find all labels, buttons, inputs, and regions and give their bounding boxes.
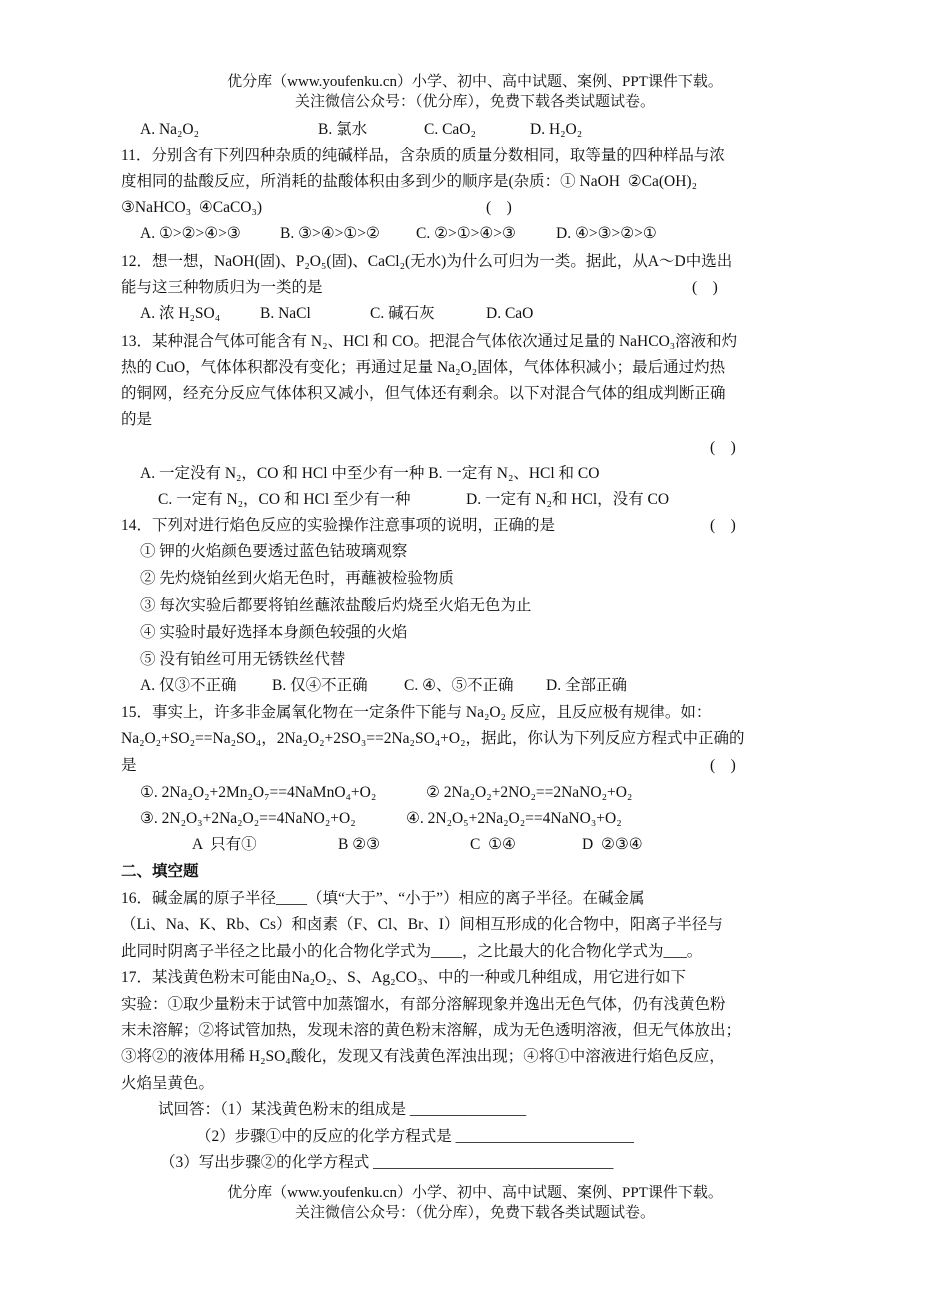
q17-line-4: ③将②的液体用稀 H₂SO₄酸化，发现又有浅黄色浑浊出现；④将①中溶液进行焰色反应， <box>121 1048 725 1065</box>
q15-option-c: C ①④ <box>470 836 516 853</box>
q11-answer-paren: ( ) <box>486 199 512 216</box>
q15-option-a: A 只有① <box>192 836 257 853</box>
q12-option-d: D. CaO <box>486 305 534 322</box>
q12-line-2: 能与这三种物质归为一类的是 <box>121 279 323 296</box>
q11-option-c: C. ②>①>④>③ <box>416 225 516 242</box>
q13-answer-paren: ( ) <box>710 439 736 456</box>
q14-option-c: C. ④、⑤不正确 <box>404 677 514 694</box>
q15-option-d: D ②③④ <box>582 836 643 853</box>
q10-option-c: C. CaO₂ <box>424 121 476 138</box>
q15-option-b: B ②③ <box>338 836 381 853</box>
q14-line-1: 14．下列对进行焰色反应的实验操作注意事项的说明，正确的是 <box>121 517 556 534</box>
q15-equation-3: ③. 2N₂O₃+2Na₂O₂==4NaNO₂+O₂ <box>140 810 356 827</box>
q15-equation-4: ④. 2N₂O₅+2Na₂O₂==4NaNO₃+O₂ <box>406 810 622 827</box>
q13-option-c: C. 一定有 N₂，CO 和 HCl 至少有一种 <box>158 491 411 508</box>
q15-line-1: 15．事实上，许多非金属氧化物在一定条件下能与 Na₂O₂ 反应，且反应极有规律。如： <box>121 704 712 721</box>
q14-item-3: ③ 每次实验后都要将铂丝蘸浓盐酸后灼烧至火焰无色为止 <box>140 597 532 614</box>
q13-line-1: 13．某种混合气体可能含有 N₂、HCl 和 CO。把混合气体依次通过足量的 NaHCO₃溶液和灼 <box>121 333 738 350</box>
q13-line-4: 的是 <box>121 411 153 428</box>
q11-option-d: D. ④>③>②>① <box>556 225 657 242</box>
q14-option-d: D. 全部正确 <box>546 677 627 694</box>
q10-option-d: D. H₂O₂ <box>530 121 583 138</box>
q15-equation-2: ② 2Na₂O₂+2NO₂==2NaNO₂+O₂ <box>426 784 633 801</box>
q16-line-2: （Li、Na、K、Rb、Cs）和卤素（F、Cl、Br、I）间相互形成的化合物中，阳离子半径与 <box>121 916 723 933</box>
q11-line-3: ③NaHCO₃ ④CaCO₃) <box>121 199 263 216</box>
header-line-2: 关注微信公众号：（优分库），免费下载各类试题试卷。 <box>294 94 655 110</box>
q17-line-1: 17．某浅黄色粉末可能由Na₂O₂、S、Ag₂CO₃、中的一种或几种组成，用它进行如下 <box>121 969 686 986</box>
q12-option-b: B. NaCl <box>260 305 311 322</box>
q12-option-a: A. 浓 H₂SO₄ <box>140 305 221 322</box>
q14-option-a: A. 仅③不正确 <box>140 677 237 694</box>
q17-subquestion-2: （2）步骤①中的反应的化学方程式是 _______________________ <box>196 1128 634 1145</box>
q10-option-b: B. 氯水 <box>318 121 368 138</box>
q14-answer-paren: ( ) <box>710 517 736 534</box>
q16-line-3: 此同时阴离子半径之比最小的化合物化学式为____，之比最大的化合物化学式为___。 <box>121 943 703 960</box>
q14-option-b: B. 仅④不正确 <box>272 677 368 694</box>
q17-subquestion-3: （3）写出步骤②的化学方程式 _______________________________ <box>160 1154 614 1171</box>
q17-line-5: 火焰呈黄色。 <box>121 1075 215 1092</box>
q15-answer-paren: ( ) <box>710 757 736 774</box>
footer-line-1: 优分库（www.youfenku.cn）小学、初中、高中试题、案例、PPT课件下载。 <box>227 1185 723 1201</box>
header-line-1: 优分库（www.youfenku.cn）小学、初中、高中试题、案例、PPT课件下载。 <box>227 74 723 90</box>
q15-line-3: 是 <box>121 757 137 774</box>
q13-option-ab: A. 一定没有 N₂，CO 和 HCl 中至少有一种 B. 一定有 N₂、HCl 和 CO <box>140 465 600 482</box>
section-title: 二、填空题 <box>121 863 199 880</box>
q15-equation-1: ①. 2Na₂O₂+2Mn₂O₇==4NaMnO₄+O₂ <box>140 784 377 801</box>
q13-line-3: 的铜网，经充分反应气体体积又减小，但气体还有剩余。以下对混合气体的组成判断正确 <box>121 385 726 402</box>
q15-line-2: Na₂O₂+SO₂==Na₂SO₄，2Na₂O₂+2SO₃==2Na₂SO₄+O₂，据此，你认为下列反应方程式中正确的 <box>121 730 745 747</box>
q11-line-2: 度相同的盐酸反应，所消耗的盐酸体积由多到少的顺序是(杂质：① NaOH ②Ca(OH)₂ <box>121 173 697 190</box>
q17-line-3: 末未溶解；②将试管加热，发现未溶的黄色粉末溶解，成为无色透明溶液，但无气体放出； <box>121 1022 742 1039</box>
q14-item-2: ② 先灼烧铂丝到火焰无色时，再蘸被检验物质 <box>140 570 454 587</box>
q13-line-2: 热的 CuO，气体体积都没有变化；再通过足量 Na₂O₂固体，气体体积减小；最后通过灼热 <box>121 359 726 376</box>
q17-line-2: 实验：①取少量粉末于试管中加蒸馏水，有部分溶解现象并逸出无色气体，仍有浅黄色粉 <box>121 996 726 1013</box>
q12-answer-paren: ( ) <box>692 279 718 296</box>
q12-option-c: C. 碱石灰 <box>370 305 435 322</box>
q10-option-a: A. Na₂O₂ <box>140 121 200 138</box>
q12-line-1: 12．想一想，NaOH(固)、P₂O₅(固)、CaCl₂(无水)为什么可归为一类。据此，从A～D中选出 <box>121 253 733 270</box>
q14-item-1: ① 钾的火焰颜色要透过蓝色钴玻璃观察 <box>140 543 408 560</box>
q16-line-1: 16．碱金属的原子半径____（填“大于”、“小于”）相应的离子半径。在碱金属 <box>121 890 645 907</box>
q17-subquestion-1: 试回答：（1）某浅黄色粉末的组成是 _______________ <box>158 1101 527 1118</box>
q13-option-d: D. 一定有 N₂和 HCl，没有 CO <box>466 491 670 508</box>
q11-option-a: A. ①>②>④>③ <box>140 225 241 242</box>
q14-item-4: ④ 实验时最好选择本身颜色较强的火焰 <box>140 624 408 641</box>
footer-line-2: 关注微信公众号：（优分库），免费下载各类试题试卷。 <box>294 1205 655 1221</box>
q11-line-1: 11．分别含有下列四种杂质的纯碱样品，含杂质的质量分数相同，取等量的四种样品与浓 <box>121 147 725 164</box>
q11-option-b: B. ③>④>①>② <box>280 225 380 242</box>
q14-item-5: ⑤ 没有铂丝可用无锈铁丝代替 <box>140 651 346 668</box>
